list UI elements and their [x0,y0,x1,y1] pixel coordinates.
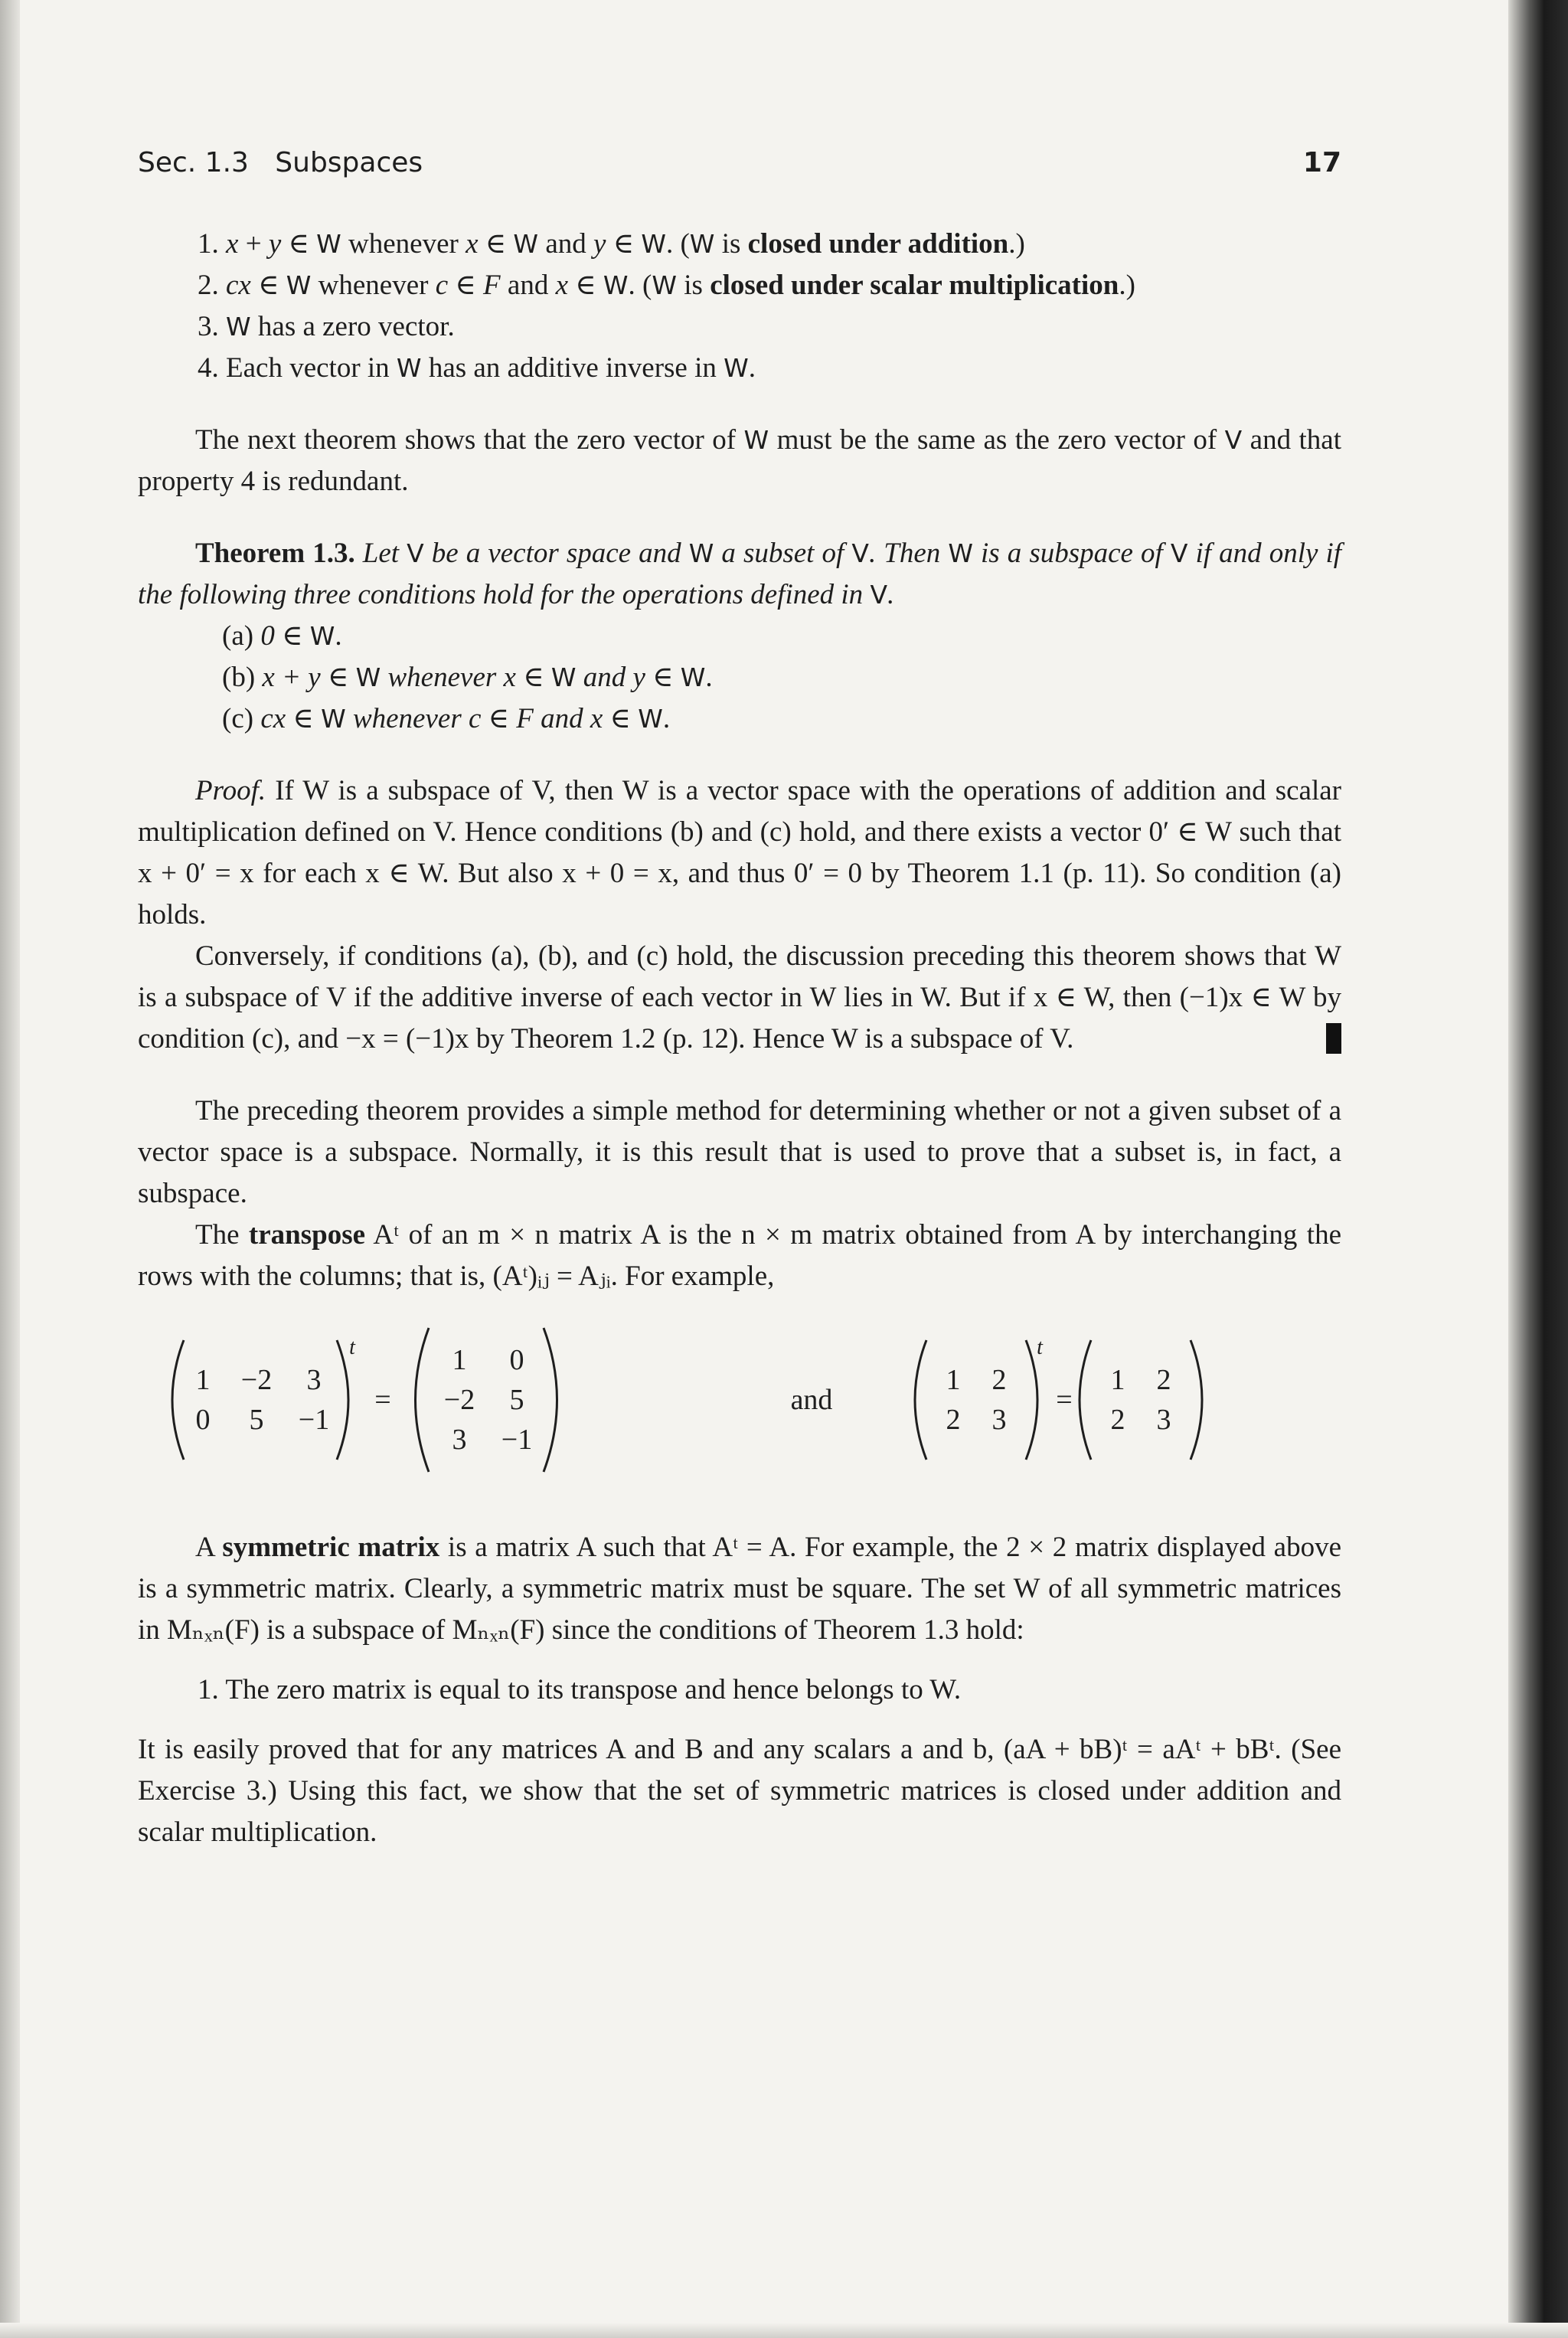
page-shadow-left [0,0,20,2338]
term: transpose [248,1219,366,1251]
list-number: 3. [198,311,219,342]
theorem-statement [138,533,1341,616]
paren-left [915,1340,926,1460]
math-symbol: W [355,662,381,692]
math: x [226,228,239,260]
math: ∈ [250,270,286,301]
math: cx ∈ [260,703,322,734]
math: ∈ [448,270,484,301]
math: x [466,228,479,260]
matrix-entry: 0 [509,1344,524,1376]
matrix-entry: 3 [1156,1404,1171,1436]
math: cx [226,270,251,301]
transpose-superscript: t [1037,1336,1043,1359]
book-spine-edge [1508,0,1568,2338]
math: x + y ∈ [262,662,356,693]
math-symbol: W [948,538,973,568]
matrix-examples [138,1323,1341,1507]
matrix-entry: 3 [306,1364,322,1396]
text: must be the same as the zero vector of [769,424,1225,456]
list-item [138,1669,1341,1711]
transpose-superscript: t [349,1336,355,1359]
math-symbol: W [689,229,715,259]
text: whenever [311,270,436,301]
math-symbol: W [321,704,346,734]
matrix-entry: 1 [195,1364,211,1396]
list-number: 1. [198,228,219,260]
matrix-entry: 2 [1110,1404,1125,1436]
page-number: 17 [1302,147,1341,178]
math: 0 ∈ [260,620,310,652]
text: If W is a subspace of V, then W is a vector space with the operations of addition and scalar multiplication defined on V. Hence conditions (b) and (c) hold, and there exists a vector 0′ ∈ W such that x + 0′ = x for each x ∈ W. But also x + 0 = x, and thus 0′ = 0 by Theorem 1.1 (p. 11). So condition (a) holds. [138,775,1341,930]
math-symbol: V [870,580,888,610]
math: whenever x ∈ [381,662,551,693]
matrix-entry: −2 [443,1384,475,1416]
math: ∈ [568,270,603,301]
math-symbol: W [743,425,769,455]
matrix-entry: 2 [946,1404,961,1436]
text: A [195,1532,223,1563]
matrix-entry: 5 [249,1404,264,1436]
paren-right [1191,1340,1202,1460]
math-symbol: V [1170,538,1188,568]
matrix-entry: 3 [452,1424,467,1456]
paragraph: It is easily proved that for any matrices A and B and any scalars a and b, (aA + bB)ᵗ = aAᵗ + bBᵗ. (See Exercise 3.) Using this fact, we show that the set of symmetric matrices is closed under addition and scalar multiplication. [138,1734,1341,1848]
page-shadow-bottom [0,2323,1568,2338]
list-number: 4. [198,352,219,384]
theorem-label: Theorem 1.3. [195,538,355,569]
condition-label: (c) [222,703,254,734]
equals-sign: = [374,1384,391,1416]
matrix-entry: 5 [509,1384,524,1416]
text: The zero matrix is equal to its transpose and hence belongs to W. [225,1674,962,1705]
paren-left [172,1340,184,1460]
section-number: Sec. 1.3 [138,147,249,178]
term: symmetric matrix [222,1532,440,1563]
math: y [593,228,606,260]
math: x [555,270,569,301]
matrix-entry: −1 [501,1424,533,1456]
paragraph [138,1527,1341,1651]
math-symbol: W [603,270,629,300]
page-body [138,224,1341,1853]
math: + [238,228,269,260]
condition-label: (a) [222,620,254,652]
text: a subset of [714,538,852,569]
math: ∈ [478,228,514,260]
proof-paragraph [138,936,1341,1060]
theorem-condition [138,698,1341,740]
text: The [195,1219,249,1251]
math-symbol: V [1224,425,1243,455]
math-symbol: W [286,270,312,300]
text: . Then [868,538,949,569]
term: closed under scalar multiplication [710,270,1119,301]
text: if and only if the following three conditions hold for the operations defined in [138,538,1342,610]
text: and [538,228,593,260]
matrix-entry: 2 [991,1364,1007,1396]
text: . [705,662,713,693]
text: The next theorem shows that the zero vector of [195,424,744,456]
paren-left [416,1328,430,1472]
matrix-entry: 1 [1110,1364,1125,1396]
text: has a zero vector. [250,311,455,342]
text: be a vector space and [423,538,689,569]
paragraph [138,1215,1341,1297]
math-symbol: W [641,229,666,259]
math-symbol: V [851,538,869,568]
equals-sign: = [1056,1384,1073,1416]
text: is [714,228,748,260]
paren-right [544,1328,557,1472]
text: Aᵗ of an m × n matrix A is the n × m matrix obtained from A by interchanging the rows with the columns; that is, (Aᵗ)ᵢⱼ = Aⱼᵢ. For example, [138,1219,1341,1292]
text: Let [354,538,407,569]
matrix-entry: −1 [298,1404,330,1436]
text: and that property 4 is redundant. [138,424,1341,497]
theorem-condition [138,616,1341,657]
text: . [748,352,756,384]
text: whenever [341,228,466,260]
text: . [662,703,671,734]
math-symbol: W [638,704,663,734]
theorem-condition [138,657,1341,698]
qed-mark [1326,1023,1341,1054]
math-symbol: W [688,538,714,568]
math: and y ∈ [576,662,681,693]
math-symbol: W [513,229,539,259]
list-item [138,348,1341,389]
math-symbol: W [550,662,577,692]
text: Each vector in [226,352,397,384]
term: closed under addition [747,228,1009,260]
matrix-entry: 0 [195,1404,211,1436]
list-number: 1. [198,1674,219,1705]
math: F [483,270,501,301]
condition-label: (b) [222,662,256,693]
math-symbol: W [652,270,678,300]
text: has an additive inverse in [421,352,724,384]
math-symbol: W [680,662,706,692]
text: . ( [628,270,652,301]
math-symbol: W [316,229,341,259]
math: c [435,270,449,301]
text: .) [1008,228,1025,260]
math-symbol: W [396,353,422,383]
math-symbol: W [309,621,335,651]
list-item [138,306,1341,348]
math: whenever c ∈ F and x ∈ [345,703,639,734]
text: . [335,620,342,652]
math: ∈ [281,228,317,260]
matrix-entry: 3 [991,1404,1007,1436]
text: . ( [665,228,690,260]
section-header [138,147,423,178]
section-title: Subspaces [275,147,423,178]
list-number: 2. [198,270,219,301]
math-symbol: W [724,353,749,383]
list-item [138,265,1341,306]
text: and [500,270,556,301]
text: . [887,579,895,610]
matrix-entry: 1 [946,1364,961,1396]
paragraph [138,420,1341,502]
connective-text: and [790,1384,833,1416]
text: is [677,270,710,301]
running-head [138,147,1341,184]
text: .) [1119,270,1135,301]
matrix-entry: 1 [452,1344,467,1376]
matrix-entry: 2 [1156,1364,1171,1396]
proof-label: Proof. [195,775,266,806]
math-symbol: V [407,538,424,568]
text: is a matrix A such that Aᵗ = A. For example, the 2 × 2 matrix displayed above is a symmetric matrix. Clearly, a symmetric matrix must be square. The set W of all symmetric matrices in Mₙₓₙ(F) is a subspace of Mₙₓₙ(F) since the conditions of Theorem 1.3 hold: [138,1532,1341,1646]
text: is a subspace of [972,538,1171,569]
list-item [138,224,1341,265]
math: ∈ [606,228,642,260]
paragraph: The preceding theorem provides a simple method for determining whether or not a given subset of a vector space is a subspace. Normally, it is this result that is used to prove that a subset is, in fact, a subspace. [138,1095,1341,1209]
proof-paragraph [138,770,1341,936]
matrix-entry: −2 [240,1364,273,1396]
text: Conversely, if conditions (a), (b), and (c) hold, the discussion preceding this theorem shows that W is a subspace of V if the additive inverse of each vector in W lies in W. But if x ∈ W, then (−1)x ∈ W by condition (c), and −x = (−1)x by Theorem 1.2 (p. 12). Hence W is a subspace of V. [138,940,1341,1055]
math-symbol: W [226,312,251,342]
math: y [268,228,282,260]
